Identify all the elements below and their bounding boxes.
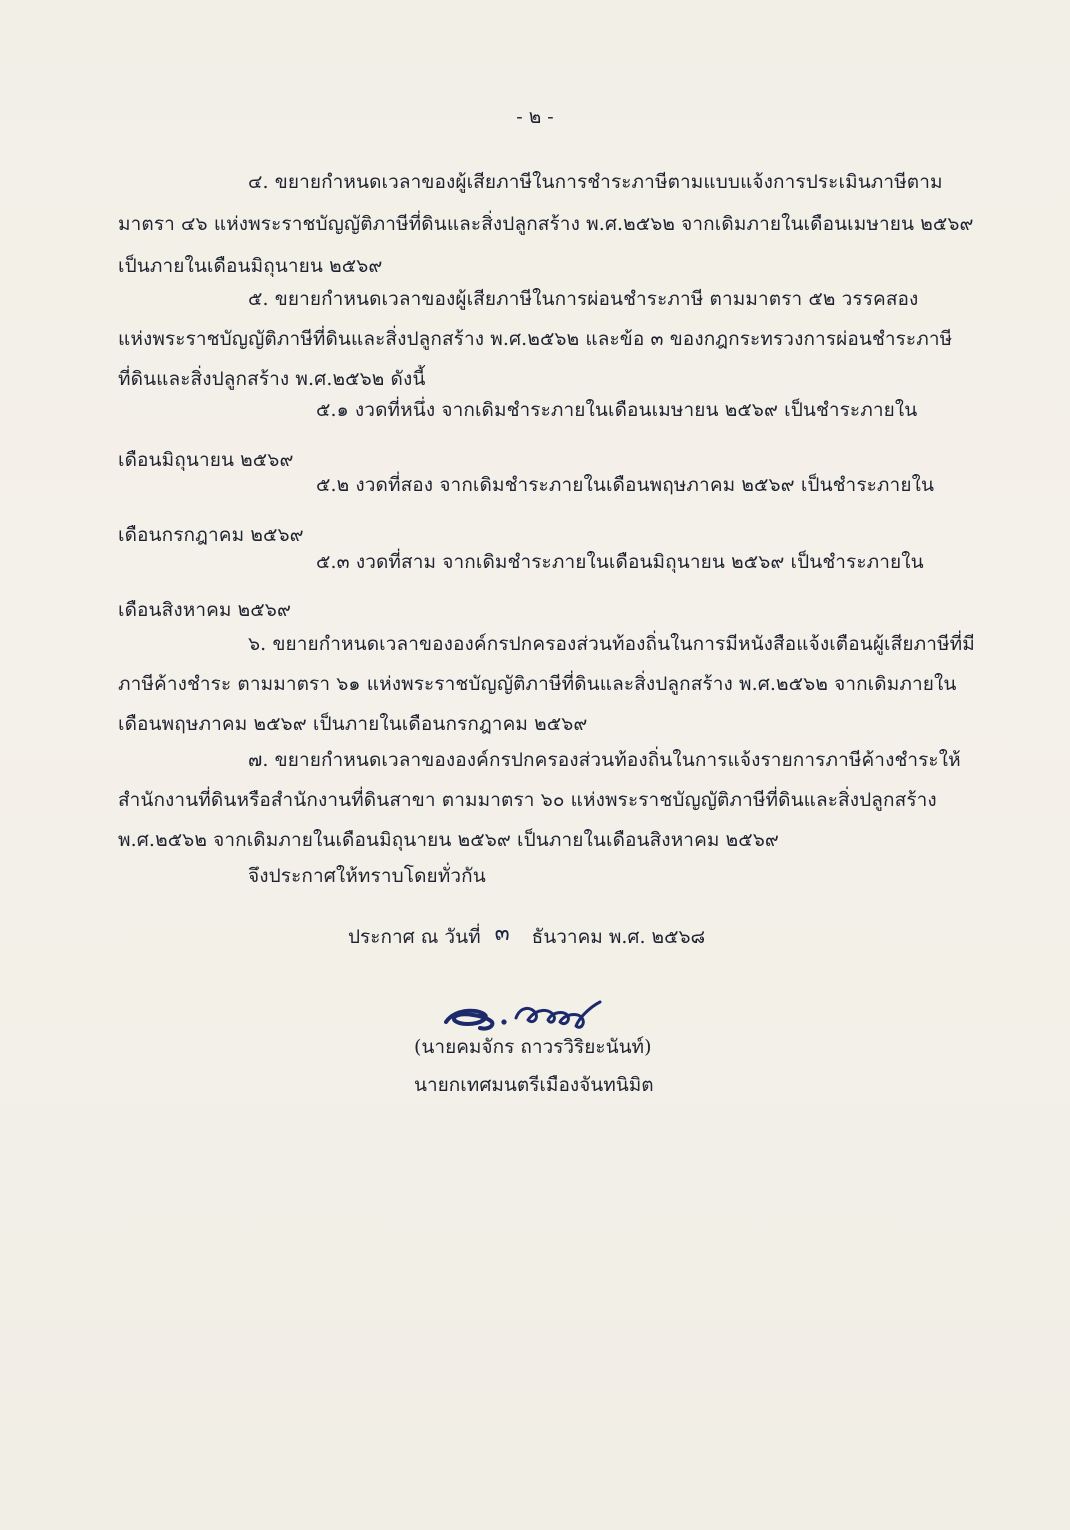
date-prefix: ประกาศ ณ วันที่ [348,926,481,948]
item-5-2-line-1: ๕.๒ งวดที่สอง จากเดิมชำระภายในเดือนพฤษภาคม ๒๕๖๙ เป็นชำระภายใน [316,474,935,496]
page-number: - ๒ - [516,106,554,128]
paragraph-7-line-2: สำนักงานที่ดินหรือสำนักงานที่ดินสาขา ตามมาตรา ๖๐ แห่งพระราชบัญญัติภาษีที่ดินและสิ่งปลูกสร้าง [118,789,937,811]
signer-name: (นายคมจักร ถาวรวิริยะนันท์) [414,1036,652,1058]
paragraph-6-line-1: ๖. ขยายกำหนดเวลาขององค์กรปกครองส่วนท้องถิ่นในการมีหนังสือแจ้งเตือนผู้เสียภาษีที่มี [248,633,975,655]
item-5-2-line-2: เดือนกรกฎาคม ๒๕๖๙ [118,524,304,546]
signer-title: นายกเทศมนตรีเมืองจันทนิมิต [414,1074,654,1096]
paragraph-4-line-1: ๔. ขยายกำหนดเวลาของผู้เสียภาษีในการชำระภาษีตามแบบแจ้งการประเมินภาษีตาม [248,171,943,193]
closing-announcement: จึงประกาศให้ทราบโดยทั่วกัน [248,865,486,887]
date-suffix: ธันวาคม พ.ศ. ๒๕๖๘ [531,926,706,948]
paragraph-7-line-3: พ.ศ.๒๕๖๒ จากเดิมภายในเดือนมิถุนายน ๒๕๖๙ เป็นภายในเดือนสิงหาคม ๒๕๖๙ [118,829,779,851]
item-5-3-line-2: เดือนสิงหาคม ๒๕๖๙ [118,599,291,621]
paragraph-4-line-3: เป็นภายในเดือนมิถุนายน ๒๕๖๙ [118,255,383,277]
item-5-3-line-1: ๕.๓ งวดที่สาม จากเดิมชำระภายในเดือนมิถุนายน ๒๕๖๙ เป็นชำระภายใน [316,551,924,573]
date-day-handwritten: ๓ [494,921,510,946]
paragraph-4-line-2: มาตรา ๔๖ แห่งพระราชบัญญัติภาษีที่ดินและสิ่งปลูกสร้าง พ.ศ.๒๕๖๒ จากเดิมภายในเดือนเมษายน ๒๕๖๙ [118,213,974,235]
paragraph-5-line-3: ที่ดินและสิ่งปลูกสร้าง พ.ศ.๒๕๖๒ ดังนี้ [118,368,426,390]
paragraph-5-line-1: ๕. ขยายกำหนดเวลาของผู้เสียภาษีในการผ่อนชำระภาษี ตามมาตรา ๕๒ วรรคสอง [248,288,919,310]
item-5-1-line-1: ๕.๑ งวดที่หนึ่ง จากเดิมชำระภายในเดือนเมษายน ๒๕๖๙ เป็นชำระภายใน [316,399,918,421]
paragraph-7-line-1: ๗. ขยายกำหนดเวลาขององค์กรปกครองส่วนท้องถิ่นในการแจ้งรายการภาษีค้างชำระให้ [248,749,961,771]
announcement-date [348,918,705,953]
paragraph-5-line-2: แห่งพระราชบัญญัติภาษีที่ดินและสิ่งปลูกสร้าง พ.ศ.๒๕๖๒ และข้อ ๓ ของกฎกระทรวงการผ่อนชำระภาษี [118,328,953,350]
paragraph-6-line-2: ภาษีค้างชำระ ตามมาตรา ๖๑ แห่งพระราชบัญญัติภาษีที่ดินและสิ่งปลูกสร้าง พ.ศ.๒๕๖๒ จากเดิมภายใน [118,673,957,695]
item-5-1-line-2: เดือนมิถุนายน ๒๕๖๙ [118,449,294,471]
paragraph-6-line-3: เดือนพฤษภาคม ๒๕๖๙ เป็นภายในเดือนกรกฎาคม ๒๕๖๙ [118,713,588,735]
